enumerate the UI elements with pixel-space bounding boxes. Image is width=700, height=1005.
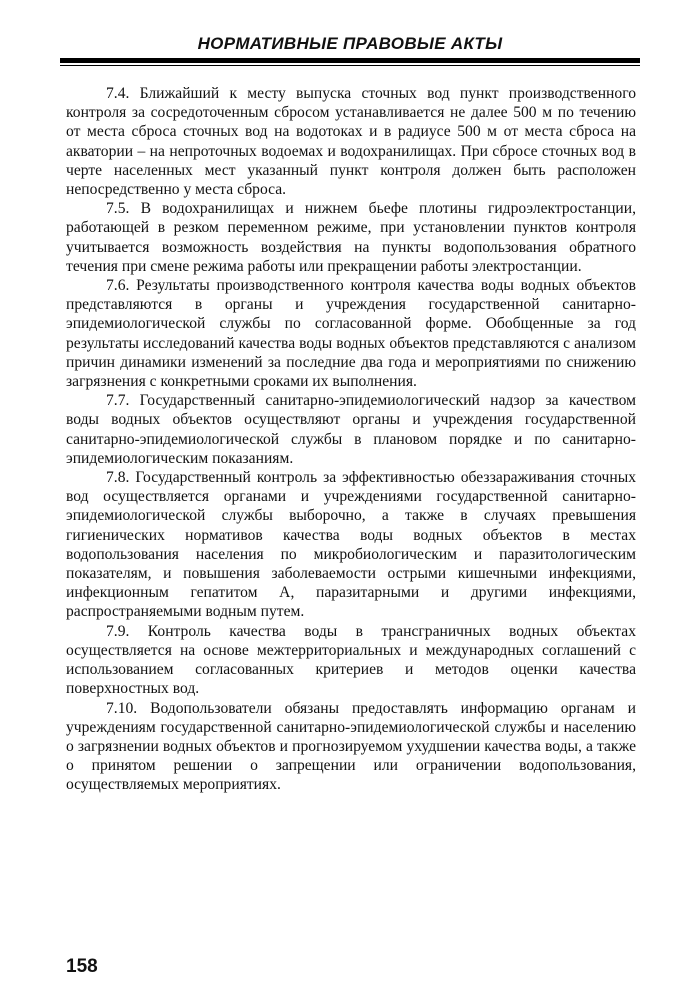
paragraph-7-8: 7.8. Государственный контроль за эффективностью обеззараживания сточных вод осуществляется органами и учреждениями государственной санитарно-эпидемиологической службы выборочно, а также в случаях превышения гигиенических нормативов качества воды водных объектов в местах водопользования населения по микробиологическим и паразитологическим показателям, и повышения заболеваемости острыми кишечными инфекциями, инфекционным гепатитом А, паразитарными и другими инфекциями, распространяемыми водным путем. [66,469,636,621]
paragraph-7-4: 7.4. Ближайший к месту выпуска сточных вод пункт производственного контроля за сосредоточенным сбросом устанавливается не далее 500 м по течению от места сброса сточных вод на водотоках и в радиусе 500 м от места сброса на акватории – на непроточных водоемах и водохранилищах. При сбросе сточных вод в черте населенных мест указанный пункт контроля должен быть расположен непосредственно у места сброса. [66,85,636,199]
paragraph-7-6: 7.6. Результаты производственного контроля качества воды водных объектов представляются в органы и учреждения государственной санитарно-эпидемиологической службы по согласованной форме. Обобщенные за год результаты исследований качества воды водных объектов представляются с анализом причин динамики изменений за последние два года и мероприятиями по снижению загрязнения с конкретными сроками их выполнения. [66,277,636,391]
page-number: 158 [66,956,98,977]
paragraph-7-9: 7.9. Контроль качества воды в трансграничных водных объектах осуществляется на основе межтерриториальных и международных соглашений с использованием согласованных критериев и методов оценки качества поверхностных вод. [66,622,636,698]
paragraph-7-10: 7.10. Водопользователи обязаны предоставлять информацию органам и учреждениям государственной санитарно-эпидемиологической службы и населению о загрязнении водных объектов и прогнозируемом ухудшении качества воды, а также о принятом решении о запрещении или ограничении водопользования, осуществляемых мероприятиях. [66,699,636,794]
paragraph-7-7: 7.7. Государственный санитарно-эпидемиологический надзор за качеством воды водных объектов осуществляют органы и учреждения государственной санитарно-эпидемиологической службы в плановом порядке и по санитарно-эпидемиологическим показаниям. [66,392,636,467]
body-text [66,84,636,795]
section-title: НОРМАТИВНЫЕ ПРАВОВЫЕ АКТЫ [197,34,503,53]
running-header [60,34,640,54]
header-rule-thin [60,65,640,66]
header-rule-thick [60,58,640,63]
paragraph-7-5: 7.5. В водохранилищах и нижнем бьефе плотины гидроэлектростанции, работающей в резком переменном режиме, при установлении пунктов контроля учитывается возможность воздействия на пункты водопользования обратного течения при смене режима работы или прекращении работы электростанции. [66,200,636,275]
